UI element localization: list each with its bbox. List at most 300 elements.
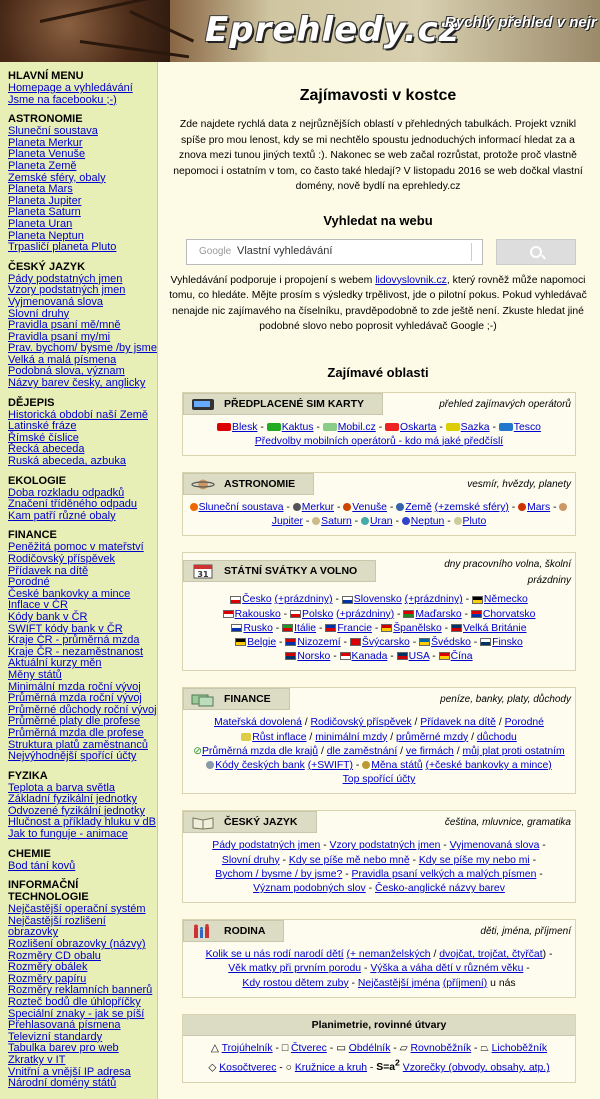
sidebar-link[interactable]: Teplota a barva světla: [8, 781, 116, 794]
sidebar-link[interactable]: Vyjmenovaná slova: [8, 295, 103, 308]
sidebar-link[interactable]: Kraje ČR - nezaměstnanost: [8, 645, 144, 658]
sidebar-link[interactable]: Názvy barev česky, anglicky: [8, 377, 146, 390]
sidebar-link[interactable]: Planeta Venuše: [8, 148, 86, 161]
finance-link[interactable]: dle zaměstnání: [326, 745, 398, 757]
family-link[interactable]: Výška a váha dětí v různém věku: [370, 963, 524, 975]
category-links: [183, 587, 575, 670]
astro-link[interactable]: Uran: [370, 516, 393, 528]
calendar-icon: [191, 564, 215, 579]
category-title-label: PŘEDPLACENÉ SIM KARTY: [224, 397, 365, 410]
country-link[interactable]: Švédsko: [431, 636, 471, 648]
family-link[interactable]: (+ nemanželských: [346, 949, 431, 961]
category-links: [183, 1036, 575, 1082]
category-planimetry: [182, 1014, 576, 1083]
sidebar-link[interactable]: Tabulka barev pro web: [8, 1042, 119, 1055]
sidebar-link[interactable]: Trpasličí planeta Pluto: [8, 241, 117, 254]
sidebar-link[interactable]: Planeta Uran: [8, 217, 73, 230]
sidebar-link[interactable]: Ruská abeceda, azbuka: [8, 455, 127, 468]
czech-link[interactable]: Význam podobných slov: [253, 882, 366, 894]
formula-icon: [376, 1057, 400, 1074]
sidebar-link[interactable]: Přídavek na dítě: [8, 564, 89, 577]
planet-icon: [293, 503, 301, 511]
planet-icon: [518, 503, 526, 511]
category-title-label: ČESKÝ JAZYK: [224, 816, 298, 829]
sidebar-link[interactable]: Odvozené fyzikální jednotky: [8, 804, 145, 817]
finance-link[interactable]: Průměrná mzda dle krajů: [202, 745, 319, 757]
sidebar-link[interactable]: Průměrné platy dle profese: [8, 715, 141, 728]
sidebar-link[interactable]: Aktuální kurzy měn: [8, 657, 102, 670]
astro-link[interactable]: Saturn: [321, 516, 352, 528]
sidebar-link[interactable]: Nejvýhodnější spořící účty: [8, 750, 137, 763]
astro-link[interactable]: Neptun: [410, 516, 445, 528]
sidebar-link[interactable]: Minimální mzda roční vývoj: [8, 680, 141, 693]
category-links: [183, 833, 575, 902]
holiday-row: Belgie - Nizozemí - Švýcarsko - Švédsko - Finsko: [189, 636, 569, 650]
search-placeholder: Vlastní vyhledávání: [237, 244, 333, 257]
sidebar-section: [8, 770, 157, 841]
parallelogram-icon: ▱: [399, 1042, 411, 1054]
category-title[interactable]: [183, 688, 290, 710]
sidebar-link[interactable]: Průměrná mzda dle profese: [8, 726, 144, 739]
czech-link[interactable]: Vzory podstatných jmen: [329, 840, 441, 852]
astro-link[interactable]: Venuše: [352, 501, 387, 513]
family-link[interactable]: Kdy rostou dětem zuby: [242, 977, 349, 989]
sidebar-link[interactable]: Planeta Jupiter: [8, 194, 82, 207]
finance-link[interactable]: průměrné mzdy: [396, 731, 469, 743]
astro-link[interactable]: Země: [405, 501, 432, 513]
sidebar-link[interactable]: Doba rozkladu odpadků: [8, 486, 125, 499]
operator-link[interactable]: Oskarta: [400, 421, 437, 433]
family-link[interactable]: Kolik se u nás rodí narodí dětí: [205, 949, 344, 961]
family-text: u nás: [490, 977, 516, 989]
sidebar-link[interactable]: Pravidla psaní mě/mně: [8, 319, 121, 332]
astro-link[interactable]: Sluneční soustava: [198, 501, 284, 513]
sidebar-section-title: INFORMAČNÍ TECHNOLOGIE: [8, 879, 89, 904]
flag-icon: [350, 638, 361, 646]
sidebar-link[interactable]: Rozlišení obrazovky (názvy): [8, 938, 146, 951]
sidebar-link[interactable]: SWIFT kódy bank v ČR: [8, 622, 123, 635]
bank-icon: [206, 761, 214, 769]
category-links: Sluneční soustava - Merkur - Venuše - Země (+zemské sféry) - Mars - Jupiter - Saturn - Uran - Neptun - Pluto: [183, 495, 575, 535]
sidebar-link[interactable]: Planeta Mars: [8, 183, 73, 196]
sidebar-link[interactable]: Pravidla psaní my/mi: [8, 330, 111, 343]
sidebar-link[interactable]: Planeta Neptun: [8, 229, 84, 242]
flag-icon: [419, 638, 430, 646]
search-note-text: , který rovněž může napomoci tomu, co hledáte. Mějte prosím s výsledky trpělivost, jde o pilotní pokus. Pokud vyhledávač nenajde nic zajímavého na číselníku, pravděpodobně to zde ještě není. Zkuste hledat jiné podobné slovo nebo poprosit vyhledávač Google ;-): [169, 274, 587, 332]
planet-icon: [402, 517, 410, 525]
prefix-link[interactable]: Předvolby mobilních operátorů - kdo má jaké předčíslí: [254, 435, 504, 447]
sidebar-section-title: CHEMIE: [8, 847, 51, 860]
flag-icon: [285, 638, 296, 646]
sidebar-link[interactable]: Jak to funguje - animace: [8, 828, 128, 841]
sidebar-link[interactable]: Nejčastější operační systém: [8, 903, 146, 916]
sidebar-link[interactable]: Jsme na facebooku ;-): [8, 93, 117, 106]
sidebar-section: [8, 848, 157, 873]
category-title-label: RODINA: [224, 925, 266, 938]
search-input[interactable]: [186, 239, 483, 265]
finance-link[interactable]: Měna států: [371, 759, 423, 771]
operator-logo-icon: [323, 423, 337, 431]
separator: /: [433, 949, 437, 961]
search-form: [186, 239, 580, 267]
sidebar-section-title: HLAVNÍ MENU: [8, 70, 84, 82]
holidays-school-link[interactable]: (+prázdniny): [336, 608, 395, 620]
finance-line: ⊘Průměrná mzda dle krajů / dle zaměstnání / ve firmách / můj plat proti ostatním: [193, 745, 565, 757]
flag-icon: [480, 638, 491, 646]
main-content: [168, 62, 588, 1099]
category-title[interactable]: [183, 560, 376, 582]
sidebar-section-title: FINANCE: [8, 529, 57, 542]
sidebar-link[interactable]: Velká a malá písmena: [8, 353, 117, 366]
operator-logo-icon: [446, 423, 460, 431]
sidebar-section: [8, 475, 157, 523]
category-subtitle: čeština, mluvnice, gramatika: [444, 817, 571, 829]
site-logo[interactable]: Eprehledy.cz: [205, 10, 460, 50]
sidebar-link[interactable]: Bod tání kovů: [8, 859, 76, 872]
intro-paragraph: Zde najdete rychlá data z nejrůznějších oblastí v přehledných tabulkách. Projekt vznikl spíše pro mou lenost, kdy se mi nechtělo spoustu jednoduchých informací hledat za a znova mezi tunou jiných textů :). Nakonec se web začal rozrůstat, protože proč vlastně nepomoci i ostatním v tom, co často také hledají? V listopadu 2016 se web dočkal vlastní domény, nově bydlí na eprehledy.cz: [173, 119, 583, 192]
flag-icon: [235, 638, 246, 646]
plan-link[interactable]: Čtverec: [291, 1042, 327, 1054]
category-astronomy: [182, 472, 576, 536]
plan-link[interactable]: Kružnice a kruh: [294, 1062, 368, 1074]
holiday-row: Rakousko - Polsko (+prázdniny) - Maďarsko - Chorvatsko: [189, 608, 569, 622]
family-link[interactable]: (příjmení): [442, 977, 488, 989]
flag-icon: [223, 610, 234, 618]
lidovyslovnik-link[interactable]: lidovyslovnik.cz: [375, 274, 447, 286]
sidebar-link[interactable]: Hlučnost a příklady hluku v dB: [8, 816, 156, 829]
holiday-row: Česko (+prázdniny) - Slovensko (+prázdniny) - Německo: [189, 593, 569, 607]
plan-link[interactable]: Lichoběžník: [491, 1042, 548, 1054]
country-link[interactable]: Slovensko: [353, 594, 402, 606]
formula-exponent: 2: [395, 1057, 400, 1068]
czech-link[interactable]: Pravidla psaní velkých a malých písmen: [351, 868, 537, 880]
flag-icon: [397, 652, 408, 660]
holiday-row: Norsko - Kanada - USA - Čína: [189, 650, 569, 664]
category-links: [183, 942, 575, 997]
flag-icon: [403, 610, 414, 618]
czech-row: Slovní druhy - Kdy se píše mě nebo mně - Kdy se píše my nebo mi -: [221, 854, 537, 866]
saturn-icon: [191, 477, 215, 492]
sidebar-link[interactable]: Rozměry reklamních bannerů: [8, 984, 153, 997]
country-link[interactable]: Rakousko: [234, 608, 281, 620]
site-slogan: Rychlý přehled v nejr: [445, 14, 597, 31]
country-link[interactable]: Česko: [242, 594, 272, 606]
finance-link[interactable]: Kódy českých bank: [215, 759, 305, 771]
plan-row: △ Trojúhelník - □ Čtverec - ▭ Obdélník - ▱ Rovnoběžník - ⏢ Lichoběžník: [210, 1042, 548, 1054]
sidebar-section-title: ASTRONOMIE: [8, 113, 83, 126]
astro-link[interactable]: Merkur: [301, 501, 335, 513]
sidebar-link[interactable]: Značení tříděného odpadu: [8, 498, 138, 511]
sidebar-link[interactable]: Zemské sféry, obaly: [8, 171, 106, 184]
sidebar-link[interactable]: Podobná slova, význam: [8, 365, 125, 378]
sidebar-link[interactable]: Peněžitá pomoc v mateřství: [8, 541, 144, 554]
sidebar-link[interactable]: Měny států: [8, 668, 62, 681]
finance-link[interactable]: můj plat proti ostatním: [462, 745, 565, 757]
sim-card-icon: [191, 397, 215, 412]
sidebar-link[interactable]: Homepage a vyhledávání: [8, 82, 133, 94]
planet-icon: [312, 517, 320, 525]
operator-logo-icon: [499, 423, 513, 431]
search-note: [168, 273, 588, 335]
sidebar-link[interactable]: Planeta Saturn: [8, 206, 81, 219]
search-icon-handle: [541, 254, 546, 259]
finance-link[interactable]: Porodné: [504, 717, 544, 729]
category-title[interactable]: [183, 811, 317, 833]
rectangle-icon: ▭: [336, 1042, 349, 1054]
czech-row: Význam podobných slov - Česko-anglické názvy barev: [253, 882, 505, 894]
country-link[interactable]: Chorvatsko: [482, 608, 536, 620]
search-divider: [471, 243, 472, 261]
country-link[interactable]: Nizozemí: [297, 636, 341, 648]
sidebar-link[interactable]: Rozměry CD obalu: [8, 949, 101, 962]
sidebar-link[interactable]: Kraje ČR - průměrná mzda: [8, 634, 140, 647]
finance-link[interactable]: Rodičovský příspěvek: [310, 717, 412, 729]
chart-icon: [241, 733, 251, 741]
category-title-label: ASTRONOMIE: [224, 477, 296, 490]
czech-link[interactable]: Slovní druhy: [221, 854, 280, 866]
planet-icon: [343, 503, 351, 511]
plan-link[interactable]: Trojúhelník: [221, 1042, 273, 1054]
country-link[interactable]: Španělsko: [393, 622, 442, 634]
operator-link[interactable]: Blesk: [232, 421, 258, 433]
sidebar-link[interactable]: Planeta Země: [8, 159, 77, 172]
page-title: Zajímavosti v kostce: [299, 87, 457, 104]
sidebar-link[interactable]: Kódy bank v ČR: [8, 610, 88, 623]
family-line: Kolik se u nás rodí narodí dětí (+ nemanželských / dvojčat, trojčat, čtyřčat) -: [205, 949, 553, 961]
search-note-text: Vyhledávání podporuje i propojení s webem: [170, 274, 376, 286]
country-link[interactable]: Velká Británie: [462, 622, 527, 634]
flag-icon: [451, 624, 462, 632]
category-title[interactable]: [183, 473, 314, 495]
country-link[interactable]: Německo: [483, 594, 528, 606]
areas-heading: Zajímavé oblasti: [327, 364, 429, 380]
sidebar-link[interactable]: Průměrné důchody roční vývoj: [8, 703, 157, 716]
finance-line: [189, 773, 569, 787]
operator-link[interactable]: Tesco: [513, 421, 541, 433]
sidebar-section: [8, 879, 157, 1090]
astro-link[interactable]: Jupiter: [271, 516, 303, 528]
astro-link[interactable]: Mars: [527, 501, 551, 513]
category-subtitle: přehled zajímavých operátorů: [439, 398, 571, 410]
plan-link[interactable]: Obdélník: [348, 1042, 391, 1054]
sidebar-link[interactable]: Planeta Merkur: [8, 136, 83, 149]
square-icon: □: [281, 1042, 292, 1054]
category-links: [183, 710, 575, 793]
category-family: [182, 919, 576, 998]
country-link[interactable]: Rusko: [243, 622, 273, 634]
svg-text:31: 31: [197, 570, 209, 580]
sidebar-section-title: FYZIKA: [8, 769, 48, 782]
operator-logo-icon: [385, 423, 399, 431]
sidebar-link[interactable]: Porodné: [8, 576, 50, 589]
sidebar-link[interactable]: Vnitřní a vnější IP adresa: [8, 1065, 131, 1078]
holidays-school-link[interactable]: (+prázdniny): [404, 594, 463, 606]
sidebar-section: [8, 529, 157, 762]
sidebar-link[interactable]: Pády podstatných jmen: [8, 272, 123, 285]
flag-icon: [285, 652, 296, 660]
category-title[interactable]: [183, 920, 284, 942]
sidebar-section: [8, 113, 157, 254]
finance-link[interactable]: ve firmách: [405, 745, 454, 757]
sidebar-link[interactable]: Latinské fráze: [8, 420, 77, 433]
holiday-row: Rusko - Itálie - Francie - Španělsko - Velká Británie: [189, 622, 569, 636]
plan-link[interactable]: Rovnoběžník: [410, 1042, 472, 1054]
operator-link[interactable]: Kaktus: [281, 421, 314, 433]
country-link[interactable]: Norsko: [297, 651, 331, 663]
flag-icon: [439, 652, 450, 660]
finance-link[interactable]: (+české bankovky a mince): [425, 759, 552, 771]
category-subtitle: vesmír, hvězdy, planety: [467, 478, 571, 490]
planet-icon: [190, 503, 198, 511]
flag-icon: [231, 624, 242, 632]
country-link[interactable]: Francie: [337, 622, 372, 634]
sidebar-link[interactable]: Speciální znaky - jak se píší: [8, 1007, 145, 1020]
site-header: [0, 0, 600, 62]
sidebar-menu: [0, 62, 158, 1099]
flag-icon: [381, 624, 392, 632]
country-link[interactable]: USA: [408, 651, 430, 663]
sim-extra-line: [189, 435, 569, 449]
sidebar-link[interactable]: Sluneční soustava: [8, 125, 98, 138]
finance-line: Kódy českých bank (+SWIFT) - Měna států (+české bankovky a mince): [189, 759, 569, 773]
sidebar-link[interactable]: Rozteč bodů dle úhlopříčky: [8, 996, 141, 1008]
sidebar-link[interactable]: Vzory podstatných jmen: [8, 284, 126, 297]
family-icon: [191, 924, 215, 939]
money-icon: [191, 692, 215, 707]
search-button[interactable]: [496, 239, 576, 265]
finance-link[interactable]: Mateřská dovolená: [214, 717, 302, 729]
flag-icon: [290, 610, 301, 618]
czech-link[interactable]: Kdy se píše my nebo mi: [418, 854, 530, 866]
astro-link[interactable]: (+zemské sféry): [434, 501, 509, 513]
category-finance: [182, 687, 576, 794]
formula-text: S=a: [376, 1062, 396, 1074]
planet-icon: [454, 517, 462, 525]
sidebar-section: [8, 70, 157, 106]
planet-icon: [396, 503, 404, 511]
google-brand-label: Google: [199, 245, 232, 257]
czech-link[interactable]: Bychom / bysme / by jsme?: [215, 868, 343, 880]
planet-icon: [559, 503, 567, 511]
czech-link[interactable]: Pády podstatných jmen: [212, 840, 321, 852]
category-title-label: STÁTNÍ SVÁTKY A VOLNO: [224, 565, 358, 578]
sidebar-link[interactable]: Základní fyzikální jednotky: [8, 793, 138, 806]
sidebar-link[interactable]: Televizní standardy: [8, 1030, 103, 1043]
sidebar-link[interactable]: Rozměry papíru: [8, 972, 87, 985]
czech-link[interactable]: Vyjmenovaná slova: [449, 840, 540, 852]
planet-icon: [361, 517, 369, 525]
book-icon: [191, 815, 215, 830]
finance-line: Mateřská dovolená / Rodičovský příspěvek / Přídavek na dítě / Porodné: [214, 717, 544, 729]
operator-logo-icon: [217, 423, 231, 431]
czech-row: Bychom / bysme / by jsme? - Pravidla psaní velkých a malých písmen -: [215, 868, 543, 880]
plan-link[interactable]: Kosočtverec: [219, 1062, 277, 1074]
flag-icon: [471, 610, 482, 618]
country-link[interactable]: Čína: [450, 651, 473, 663]
sidebar-link[interactable]: Struktura platů zaměstnanců: [8, 738, 149, 751]
category-links: [183, 415, 575, 455]
sidebar-link[interactable]: Národní domény států: [8, 1077, 117, 1090]
flag-icon: [340, 652, 351, 660]
sidebar-section: [8, 397, 157, 468]
czech-link[interactable]: Česko-anglické názvy barev: [374, 882, 505, 894]
sidebar-link[interactable]: Římské číslice: [8, 431, 79, 444]
operator-link[interactable]: Sazka: [460, 421, 490, 433]
coins-icon: [362, 761, 370, 769]
operator-link[interactable]: Mobil.cz: [337, 421, 376, 433]
category-title[interactable]: Planimetrie, rovinné útvary: [183, 1015, 575, 1036]
sidebar-link[interactable]: Kam patří různé obaly: [8, 509, 116, 522]
czech-row: Pády podstatných jmen - Vzory podstatných jmen - Vyjmenovaná slova -: [212, 840, 546, 852]
triangle-icon: △: [210, 1042, 222, 1054]
finance-link[interactable]: Růst inflace: [252, 731, 307, 743]
plan-row: ◇ Kosočtverec - ○ Kružnice a kruh - $S=a^2$ Vzorečky (obvody, obsahy, atp.): [208, 1057, 550, 1074]
sidebar-link[interactable]: Inflace v ČR: [8, 599, 68, 612]
sim-operators-line: Blesk - Kaktus - Mobil.cz - Oskarta - Sazka - Tesco: [189, 421, 569, 435]
czech-link[interactable]: Kdy se píše mě nebo mně: [288, 854, 410, 866]
country-link[interactable]: Kanada: [351, 651, 388, 663]
country-link[interactable]: Belgie: [247, 636, 277, 648]
finance-link[interactable]: minimální mzdy: [315, 731, 388, 743]
sidebar-link[interactable]: Nejčastější rozlišení obrazovky: [8, 914, 106, 939]
sidebar-link[interactable]: Prav. bychom/ bysme /by jsme: [8, 342, 157, 355]
sidebar-link[interactable]: České bankovky a mince: [8, 587, 131, 600]
family-link[interactable]: dvojčat, trojčat, čtyřčat: [439, 949, 543, 961]
finance-line: Růst inflace / minimální mzdy / průměrné mzdy / důchodu: [189, 731, 569, 745]
finance-link[interactable]: Přídavek na dítě: [420, 717, 496, 729]
country-link[interactable]: Maďarsko: [415, 608, 462, 620]
sidebar-link[interactable]: Slovní druhy: [8, 307, 70, 320]
operator-logo-icon: [267, 423, 281, 431]
holidays-school-link[interactable]: (+prázdniny): [274, 594, 333, 606]
rhombus-icon: ◇: [208, 1062, 220, 1074]
sidebar-section-title: EKOLOGIE: [8, 474, 67, 487]
category-subtitle: dny pracovního volna, školní prázdniny: [444, 559, 571, 587]
finance-link[interactable]: důchodu: [476, 731, 517, 743]
family-link[interactable]: Nejčastější jména: [357, 977, 440, 989]
circle-icon: ○: [285, 1062, 295, 1074]
astro-link[interactable]: Pluto: [462, 516, 487, 528]
flag-icon: [230, 596, 241, 604]
finance-link[interactable]: Top spořící účty: [342, 774, 416, 786]
country-link[interactable]: Itálie: [294, 622, 317, 634]
family-link[interactable]: Věk matky při prvním porodu: [228, 963, 362, 975]
sidebar-link[interactable]: Rodičovský příspěvek: [8, 553, 115, 565]
flag-icon: [325, 624, 336, 632]
category-title[interactable]: [183, 393, 383, 415]
sidebar-link[interactable]: Řecká abeceda: [8, 443, 85, 456]
sidebar-link[interactable]: Historická období naší Země: [8, 408, 149, 421]
sidebar-link[interactable]: Průměrná mzda roční vývoj: [8, 692, 142, 705]
country-link[interactable]: Polsko: [302, 608, 334, 620]
category-subtitle: peníze, banky, platy, důchody: [440, 694, 571, 706]
sidebar-link[interactable]: Rozměry obálek: [8, 961, 88, 974]
flag-icon: [282, 624, 293, 632]
country-link[interactable]: Švýcarsko: [361, 636, 410, 648]
country-link[interactable]: Finsko: [492, 636, 523, 648]
sidebar-link[interactable]: Zkratky v IT: [8, 1053, 66, 1066]
finance-link[interactable]: (+SWIFT): [307, 759, 353, 771]
category-czech-language: [182, 810, 576, 903]
flag-icon: [342, 596, 353, 604]
flag-icon: [472, 596, 483, 604]
category-title-label: FINANCE: [224, 693, 271, 706]
sidebar-link[interactable]: Přehlasovaná písmena: [8, 1019, 121, 1032]
sidebar-section: [8, 261, 157, 390]
family-line: Věk matky při prvním porodu - Výška a váha dětí v různém věku -: [228, 963, 530, 975]
plan-link[interactable]: Vzorečky (obvody, obsahy, atp.): [402, 1062, 550, 1074]
sidebar-section-title: DĚJEPIS: [8, 396, 55, 409]
